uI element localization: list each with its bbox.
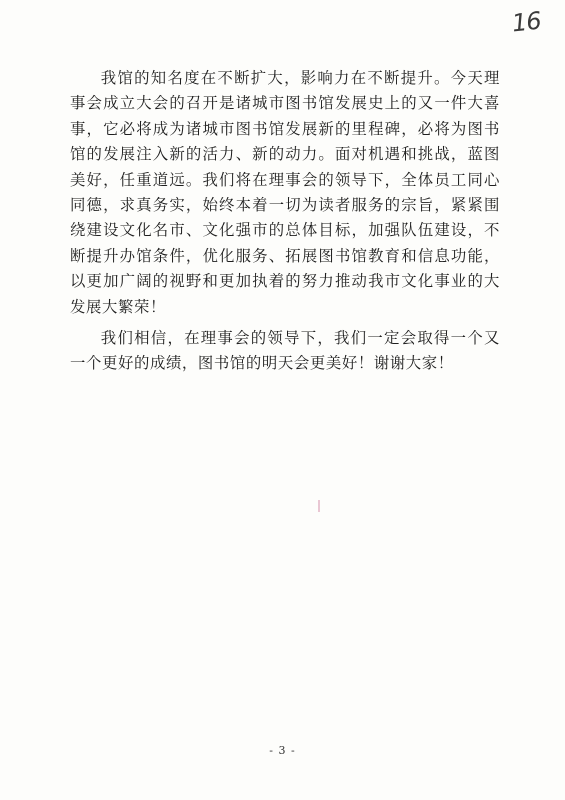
page-number: - 3 - [269,744,296,757]
document-body [70,66,500,383]
scan-artifact [318,500,320,512]
paragraph-2: 我们相信，在理事会的领导下，我们一定会取得一个又一个更好的成绩，图书馆的明天会更美好！谢谢大家！ [70,329,500,373]
paragraph-1: 我馆的知名度在不断扩大，影响力在不断提升。今天理事会成立大会的召开是诸城市图书馆发展史上的又一件大喜事，它必将成为诸城市图书馆发展新的里程碑，必将为图书馆的发展注入新的活力、新的动力。面对机遇和挑战，蓝图美好，任重道远。我们将在理事会的领导下，全体员工同心同德，求真务实，始终本着一切为读者服务的宗旨，紧紧围绕建设文化名市、文化强市的总体目标，加强队伍建设，不断提升办馆条件，优化服务、拓展图书馆教育和信息功能，以更加广阔的视野和更加执着的努力推动我市文化事业的大发展大繁荣！ [70,69,500,316]
handwritten-page-mark: 16 [510,6,542,38]
